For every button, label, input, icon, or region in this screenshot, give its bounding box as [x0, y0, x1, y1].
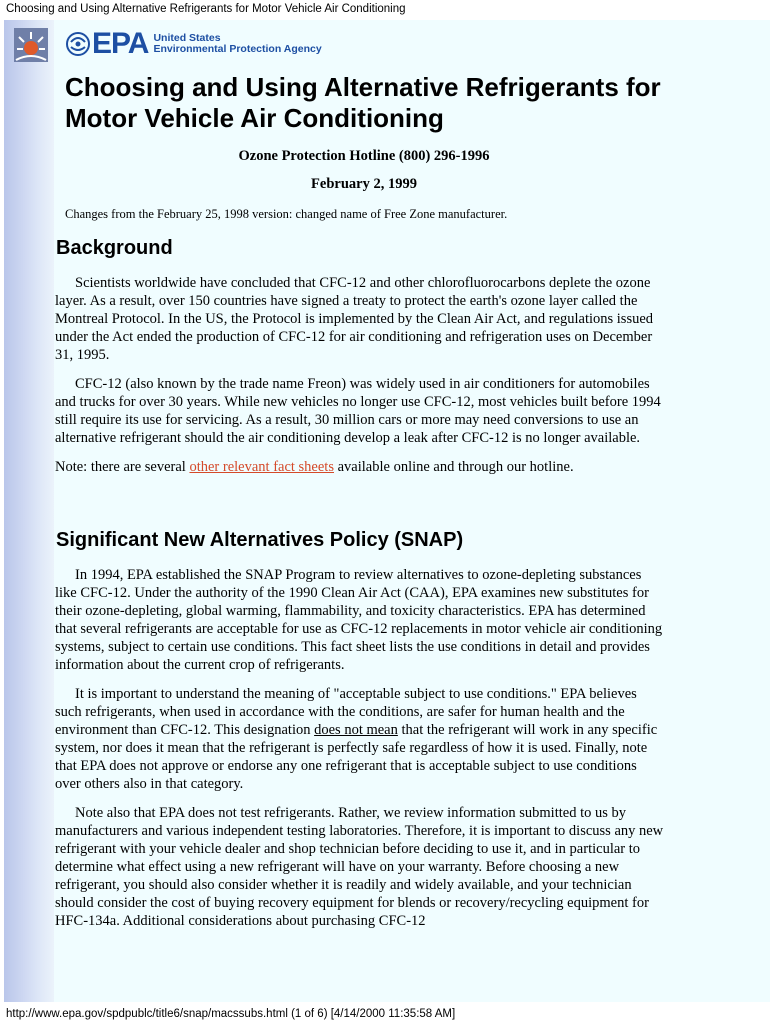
- background-paragraph-2: CFC-12 (also known by the trade name Freon) was widely used in air conditioners for automobiles and trucks for over 30 years. While new vehicles no longer use CFC-12, most vehicles built before 1994 still require its use for servicing. As a result, 30 million cars or more may need conversions to use an alternative refrigerant should the air conditioning develop a leak after CFC-12 is no longer available.: [55, 376, 661, 446]
- epa-agency-name: [153, 33, 321, 55]
- epa-flower-icon: [66, 32, 90, 56]
- background-note: Note: there are several other relevant fact sheets available online and through our hotline.: [55, 459, 574, 475]
- page-title: Choosing and Using Alternative Refrigerants for Motor Vehicle Air Conditioning: [65, 72, 661, 133]
- main-content: [55, 72, 666, 930]
- agency-line-1: United States: [153, 32, 221, 44]
- date-line: February 2, 1999: [311, 176, 417, 192]
- epa-logo[interactable]: [66, 29, 322, 59]
- background-heading: Background: [56, 237, 173, 259]
- fact-sheets-link[interactable]: other relevant fact sheets: [189, 459, 334, 475]
- does-not-mean-emphasis: does not mean: [314, 722, 398, 738]
- snap-paragraph-3: Note also that EPA does not test refrigerants. Rather, we review information submitted to us by manufacturers and various independent testing laboratories. Therefore, it is important to discuss any new refrigerant with your vehicle dealer and shop technician before deciding to use it, and in particular to determine what effect using a new refrigerant will have on your warranty. Before choosing a new refrigerant, you should also consider whether it is readily and widely available, and your technician should consider the cost of buying recovery equipment for blends or recovery/recycling equipment for HFC-134a. Additional considerations about purchasing CFC-12: [55, 805, 664, 929]
- epa-letters: EPA: [92, 27, 149, 60]
- page: [4, 20, 770, 1002]
- print-header: Choosing and Using Alternative Refrigerants for Motor Vehicle Air Conditioning: [6, 3, 406, 15]
- snap-paragraph-1: In 1994, EPA established the SNAP Program to review alternatives to ozone-depleting substances like CFC-12. Under the authority of the 1990 Clean Air Act (CAA), EPA examines new substitutes for their ozone-depleting, global warming, flammability, and toxicity characteristics. EPA has determined that several refrigerants are acceptable for use as CFC-12 replacements in motor vehicle air conditioning systems, subject to certain use conditions. This fact sheet lists the use conditions in detail and provides information about the current crop of refrigerants.: [55, 567, 663, 673]
- snap-heading: Significant New Alternatives Policy (SNAP): [56, 529, 464, 551]
- background-paragraph-1: Scientists worldwide have concluded that CFC-12 and other chlorofluorocarbons deplete the ozone layer. As a result, over 150 countries have signed a treaty to protect the earth's ozone layer called the Montreal Protocol. In the US, the Protocol is implemented by the Clean Air Act, and regulations issued under the Act ended the production of CFC-12 for air conditioning and refrigeration uses on December 31, 1995.: [55, 275, 654, 363]
- hotline-line: Ozone Protection Hotline (800) 296-1996: [238, 148, 490, 164]
- sidebar-strip: [4, 20, 54, 1002]
- snap-paragraph-2: It is important to understand the meaning of "acceptable subject to use conditions." EPA believes such refrigerants, when used in accordance with the conditions, are safer for human health and the environment than CFC-12. This designation does not mean that the refrigerant will work in any specific system, nor does it mean that the refrigerant is perfectly safe regardless of how it is used. Finally, note that EPA does not approve or endorse any one refrigerant that is acceptable subject to use conditions over others also in that category.: [55, 686, 658, 792]
- agency-line-2: Environmental Protection Agency: [153, 43, 322, 55]
- ozone-logo-icon[interactable]: [14, 28, 48, 62]
- print-footer-url: http://www.epa.gov/spdpublc/title6/snap/macssubs.html (1 of 6) [4/14/2000 11:35:58 AM]: [6, 1008, 456, 1020]
- changes-note: Changes from the February 25, 1998 version: changed name of Free Zone manufacturer.: [65, 207, 508, 221]
